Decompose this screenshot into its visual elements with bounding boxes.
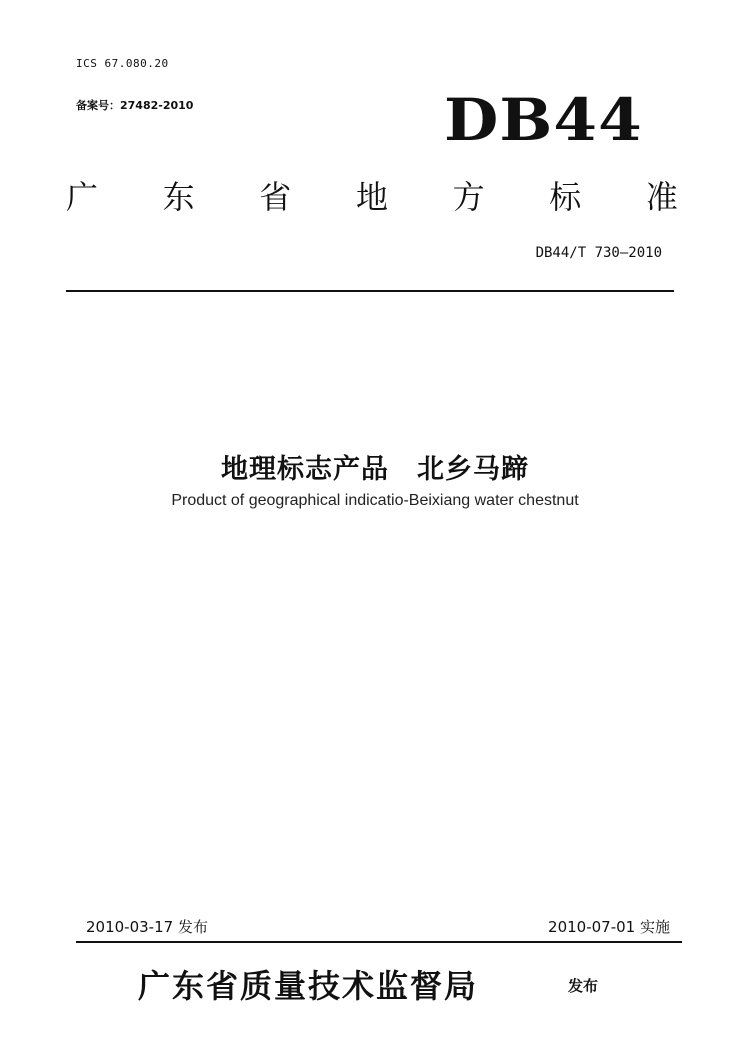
implement-date: 2010-07-01 实施 — [548, 918, 670, 936]
standard-type-title — [62, 172, 682, 218]
standard-type-char: 东 — [162, 178, 195, 216]
standard-type-char: 方 — [452, 178, 485, 216]
standard-type-char: 广 — [65, 178, 98, 216]
standard-code-logo: DB44 — [444, 86, 643, 154]
standard-type-char: 标 — [549, 178, 582, 216]
document-title-chinese: 地理标志产品 北乡马蹄 — [221, 454, 529, 485]
standard-type-char: 准 — [645, 178, 678, 216]
document-title-english: Product of geographical indicatio-Beixiang water chestnut — [171, 492, 579, 509]
issue-label: 发布 — [568, 977, 599, 995]
standard-type-char: 省 — [259, 178, 292, 216]
standard-number: DB44/T 730—2010 — [535, 245, 662, 261]
ics-code: ICS 67.080.20 — [76, 57, 169, 70]
filing-number: 备案号：27482-2010 — [76, 99, 194, 112]
publish-date: 2010-03-17 发布 — [86, 918, 208, 936]
header-divider — [66, 290, 674, 292]
issuing-authority: 广东省质量技术监督局 — [138, 967, 479, 1005]
footer-divider — [76, 941, 682, 943]
standard-type-char: 地 — [355, 178, 388, 216]
